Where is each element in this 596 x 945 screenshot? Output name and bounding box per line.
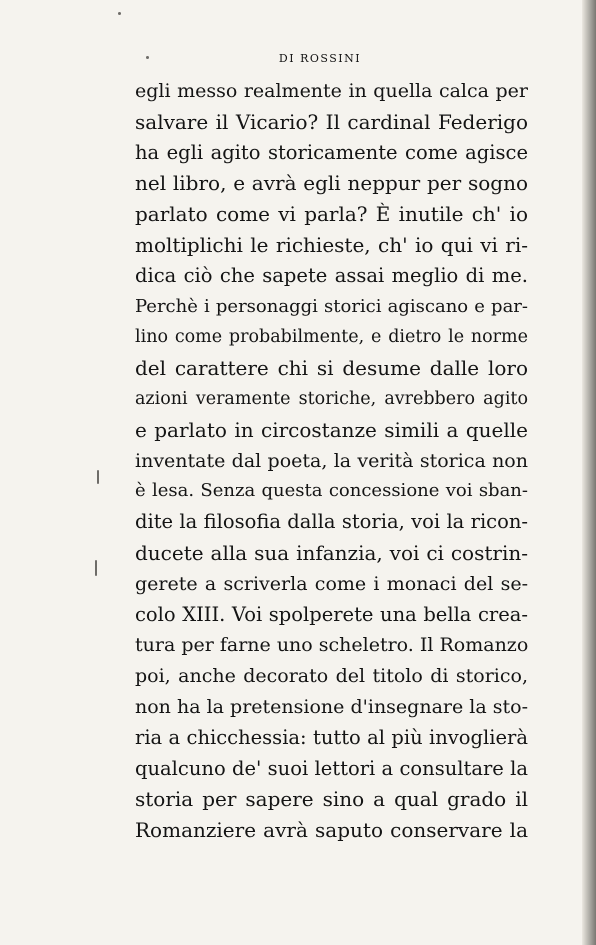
ink-speck (97, 470, 99, 484)
text-line: moltiplichi le richieste, ch' io qui vi ri- (135, 232, 528, 257)
text-line: non ha la pretensione d'insegnare la sto- (135, 695, 528, 718)
text-line: Romanziere avrà saputo conservare la (135, 818, 528, 843)
text-line: egli messo realmente in quella calca per (135, 80, 528, 102)
text-line: azioni veramente storiche, avrebbero agito (135, 388, 528, 409)
text-line: dica ciò che sapete assai meglio di me. (135, 263, 528, 287)
text-line: poi, anche decorato del titolo di storico, (135, 665, 528, 688)
text-line: lino come probabilmente, e dietro le norme (135, 327, 528, 348)
text-line: Perchè i personaggi storici agiscano e par- (135, 295, 528, 317)
text-line: gerete a scriverla come i monaci del se- (135, 572, 528, 595)
ink-speck (95, 560, 97, 576)
text-line: ducete alla sua infanzia, voi ci costrin- (135, 540, 528, 565)
text-line: tura per farne uno scheletro. Il Romanzo (135, 634, 529, 657)
text-line: e parlato in circostanze simili a quelle (135, 417, 528, 442)
running-head: DI ROSSINI (278, 52, 362, 65)
text-line: ria a chicchessia: tutto al più invoglierà (135, 725, 528, 749)
text-line: parlato come vi parla? È inutile ch' io (135, 202, 528, 227)
text-line: del carattere chi si desume dalle loro (135, 356, 528, 381)
text-line: colo XIII. Voi spolperete una bella crea- (135, 602, 528, 626)
text-line: qualcuno de' suoi lettori a consultare la (135, 756, 528, 780)
text-line: nel libro, e avrà egli neppur per sogno (135, 171, 528, 196)
ink-speck (118, 12, 121, 15)
text-line: ha egli agito storicamente come agisce (135, 140, 528, 164)
text-line: inventate dal poeta, la verità storica non (135, 449, 528, 472)
text-line: storia per sapere sino a qual grado il (135, 787, 528, 812)
text-line: salvare il Vicario? Il cardinal Federigo (135, 109, 528, 134)
text-line: dite la filosofia dalla storia, voi la ricon- (135, 510, 528, 534)
text-line: è lesa. Senza questa concessione voi sban- (135, 480, 528, 502)
page-edge-shadow (582, 0, 596, 945)
body-text (135, 76, 528, 846)
